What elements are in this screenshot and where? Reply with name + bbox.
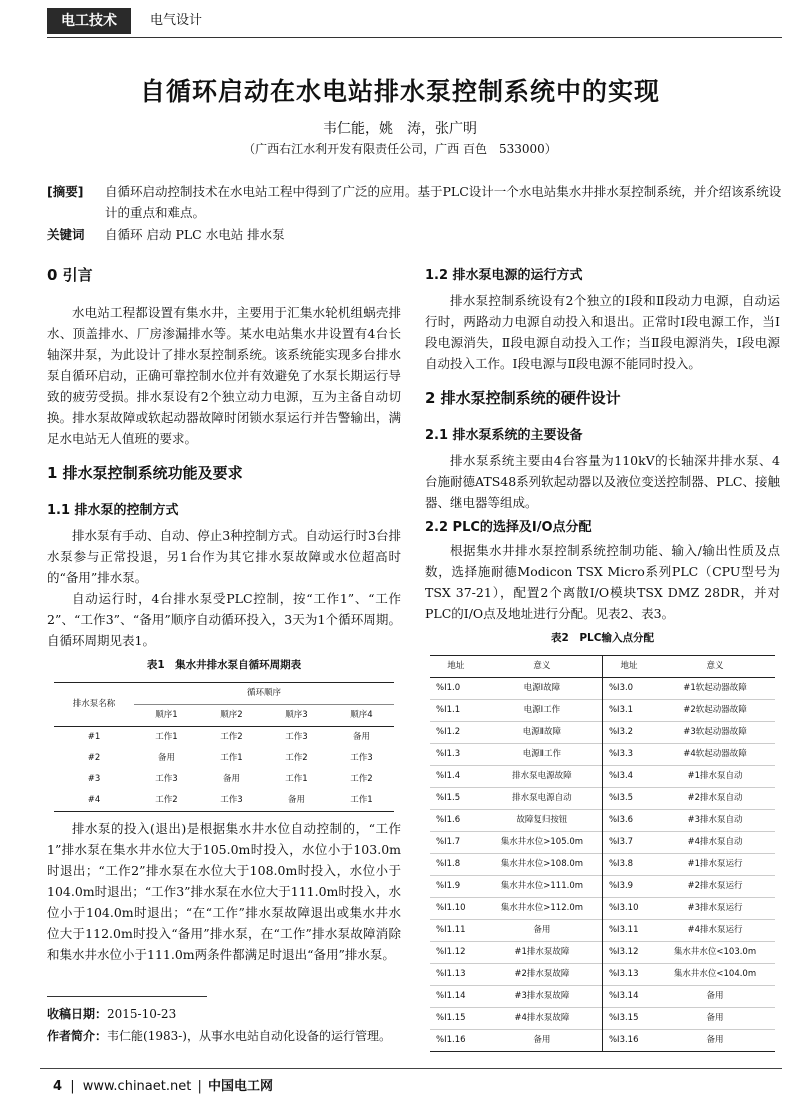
table-cell: #3排水泵自动 [655, 810, 775, 832]
table-cell: %I1.5 [430, 788, 482, 810]
table-cell: %I1.9 [430, 876, 482, 898]
table-row [430, 986, 775, 1008]
table-cell: 电源Ⅱ工作 [482, 744, 603, 766]
paragraph-main-equipment: 排水泵系统主要由4台容量为110kV的长轴深井排水泵、4台施耐德ATS48系列软起动器以及液位变送控制器、PLC、接触器、继电器等组成。 [425, 453, 780, 510]
abstract-label: [摘要] [47, 184, 84, 199]
table-cell: %I3.9 [602, 876, 655, 898]
table-cell: 工作1 [285, 774, 308, 784]
table-row [430, 854, 775, 876]
table-cell: #4排水泵自动 [655, 832, 775, 854]
paper-title: 自循环启动在水电站排水泵控制系统中的实现 [139, 77, 660, 106]
table-cell: %I1.16 [430, 1030, 482, 1052]
abstract-text: 自循环启动控制技术在水电站工程中得到了广泛的应用。基于PLC设计一个水电站集水井排水泵控制系统，并介绍该系统设计的重点和难点。 [105, 184, 782, 220]
table-cell: %I3.16 [602, 1030, 655, 1052]
footer-rule [40, 1068, 782, 1069]
table-cell: 工作3 [220, 795, 243, 805]
paragraph-auto-cycle: 自动运行时，4台排水泵受PLC控制，按“工作1”、“工作2”、“工作3”、“备用”顺序自动循环投入，3天为1个循环周期。自循环周期见表1。 [47, 591, 401, 648]
table-cell: %I3.4 [602, 766, 655, 788]
keywords-label: 关键词 [47, 227, 85, 242]
table-row [430, 920, 775, 942]
table-row [54, 727, 394, 749]
table-row [430, 810, 775, 832]
table-cell: #4排水泵运行 [655, 920, 775, 942]
table-2-header-cell: 意义 [482, 656, 603, 678]
table-cell: #3软起动器故障 [655, 722, 775, 744]
header-rule [47, 37, 782, 38]
table-cell: %I1.15 [430, 1008, 482, 1030]
table-cell: 集水井水位>111.0m [482, 876, 603, 898]
table-cell: %I1.7 [430, 832, 482, 854]
table-cell: 工作2 [155, 795, 178, 805]
received-date [47, 1005, 176, 1022]
footer-brand: 中国电工网 [208, 1079, 274, 1094]
table-cell: 备用 [655, 1008, 775, 1030]
table-cell: %I3.10 [602, 898, 655, 920]
page-number: 4 [53, 1079, 63, 1094]
table-cell: 备用 [157, 753, 175, 763]
table-cell: %I3.5 [602, 788, 655, 810]
table-cell: 集水井水位<103.0m [655, 942, 775, 964]
table-cell: #1排水泵运行 [655, 854, 775, 876]
table-cell: 备用 [655, 1030, 775, 1052]
table-row [430, 898, 775, 920]
table-cell: #4排水泵故障 [482, 1008, 603, 1030]
table-1-header-cell: 顺序3 [264, 705, 329, 727]
section-1-heading: 1 排水泵控制系统功能及要求 [47, 464, 243, 482]
table-cell: 备用 [352, 732, 370, 742]
table-cell: %I1.0 [430, 678, 482, 700]
table-cell: 集水井水位>112.0m [482, 898, 603, 920]
table-1-caption: 表1 集水井排水泵自循环周期表 [146, 659, 302, 671]
table-cell: %I3.13 [602, 964, 655, 986]
table-cell: #2排水泵运行 [655, 876, 775, 898]
table-cell: #2排水泵故障 [482, 964, 603, 986]
table-cell: %I3.2 [602, 722, 655, 744]
table-cell: %I1.12 [430, 942, 482, 964]
subsection-2-1-heading: 2.1 排水泵系统的主要设备 [425, 428, 583, 443]
table-cell: %I3.11 [602, 920, 655, 942]
table-cell: 工作2 [350, 774, 373, 784]
footer-site: www.chinaet.net [82, 1079, 192, 1094]
table-2-caption: 表2 PLC输入点分配 [551, 632, 654, 644]
subsection-2-2-heading: 2.2 PLC的选择及I/O点分配 [425, 520, 592, 535]
table-cell: %I1.4 [430, 766, 482, 788]
table-cell: %I1.13 [430, 964, 482, 986]
table-row [54, 748, 394, 769]
table-cell: 故障复归按钮 [482, 810, 603, 832]
table-1-header-cell: 顺序1 [134, 705, 199, 727]
received-value: 2015-10-23 [107, 1007, 177, 1021]
abstract [47, 181, 782, 223]
table-2-header-cell: 地址 [430, 656, 482, 678]
table-row [430, 744, 775, 766]
table-cell: %I3.0 [602, 678, 655, 700]
bio-value: 韦仁能(1983-)，从事水电站自动化设备的运行管理。 [107, 1029, 391, 1043]
table-row [430, 678, 775, 700]
authors: 韦仁能，姚 涛，张广明 [323, 121, 477, 137]
paragraph-control-modes: 排水泵有手动、自动、停止3种控制方式。自动运行时3台排水泵参与正常投退，另1台作为其它排水泵故障或水位超高时的“备用”排水泵。 [47, 528, 401, 585]
table-cell: #3 [87, 774, 101, 784]
author-bio [47, 1027, 391, 1044]
table-cell: %I1.10 [430, 898, 482, 920]
table-2 [430, 655, 775, 1052]
table-cell: %I3.14 [602, 986, 655, 1008]
table-cell: #4 [87, 795, 101, 805]
keywords [47, 224, 782, 245]
table-cell: #1软起动器故障 [655, 678, 775, 700]
table-cell: 备用 [482, 920, 603, 942]
table-row [430, 700, 775, 722]
subsection-1-1-heading: 1.1 排水泵的控制方式 [47, 503, 179, 518]
table-cell: 工作3 [285, 732, 308, 742]
table-cell: 工作3 [350, 753, 373, 763]
table-row [430, 876, 775, 898]
table-cell: #2 [87, 753, 101, 763]
table-cell: %I3.7 [602, 832, 655, 854]
table-row [430, 788, 775, 810]
table-row [430, 1030, 775, 1052]
table-row [54, 790, 394, 812]
table-1-header-cell: 顺序4 [329, 705, 394, 727]
paragraph-water-levels: 排水泵的投入(退出)是根据集水井水位自动控制的，“工作1”排水泵在集水井水位大于105.0m时投入，水位小于103.0m时退出；“工作2”排水泵在水位大于108.0m时投入，水位小于104.0m时退出；“工作3”排水泵在水位大于111.0m时投入，水位小于104.0m时退出；“在“工作”排水泵故障退出或集水井水位大于112.0m时投入“备用”排水泵，在“工作”排水泵故障消除和集水井水位小于111.0m两条件都满足时退出“备用”排水泵。 [47, 821, 401, 962]
table-cell: 排水泵电源自动 [482, 788, 603, 810]
table-cell: %I3.3 [602, 744, 655, 766]
right-column [425, 265, 780, 1052]
table-cell: 工作2 [220, 732, 243, 742]
table-cell: #3排水泵故障 [482, 986, 603, 1008]
table-cell: 工作1 [220, 753, 243, 763]
table-row [54, 769, 394, 790]
table-cell: %I3.1 [602, 700, 655, 722]
table-cell: %I3.12 [602, 942, 655, 964]
received-label: 收稿日期： [47, 1007, 108, 1021]
affiliation: （广西右江水利开发有限责任公司，广西 百色 533000） [243, 142, 557, 156]
subsection-1-2-heading: 1.2 排水泵电源的运行方式 [425, 268, 583, 283]
table-cell: %I1.14 [430, 986, 482, 1008]
table-cell: 集水井水位>108.0m [482, 854, 603, 876]
table-cell: 电源Ⅰ工作 [482, 700, 603, 722]
table-cell: 工作2 [285, 753, 308, 763]
table-cell: 备用 [482, 1030, 603, 1052]
table-cell: #1排水泵故障 [482, 942, 603, 964]
footnote-rule [47, 996, 207, 997]
table-cell: 集水井水位<104.0m [655, 964, 775, 986]
table-1-group-header: 循环顺序 [134, 683, 394, 705]
table-cell: 工作3 [155, 774, 178, 784]
section-0-paragraph: 水电站工程都设置有集水井，主要用于汇集水轮机组蜗壳排水、顶盖排水、厂房渗漏排水等。某水电站集水井设置有4台长轴深井泵，为此设计了排水泵控制系统。该系统能实现多台排水泵自循环启动，正确可靠控制水位并有效避免了水泵长期运行导致的疲劳受损。排水泵设有2个独立动力电源，互为主备自动切换。排水泵故障或软起动器故障时闭锁水泵运行并告警输出，满足水电站无人值班的要求。 [47, 305, 401, 446]
table-cell: 工作1 [350, 795, 373, 805]
table-cell: %I1.8 [430, 854, 482, 876]
table-cell: %I3.6 [602, 810, 655, 832]
table-1 [54, 682, 394, 812]
table-row [430, 1008, 775, 1030]
table-cell: 备用 [655, 986, 775, 1008]
table-cell: %I1.3 [430, 744, 482, 766]
table-cell: #3排水泵运行 [655, 898, 775, 920]
section-2-heading: 2 排水泵控制系统的硬件设计 [425, 389, 621, 407]
table-2-header-cell: 地址 [602, 656, 655, 678]
table-cell: %I3.15 [602, 1008, 655, 1030]
table-cell: 工作1 [155, 732, 178, 742]
table-cell: 电源Ⅱ故障 [482, 722, 603, 744]
left-column [47, 265, 401, 965]
table-row [430, 964, 775, 986]
section-name: 电气设计 [150, 13, 203, 28]
table-row [430, 942, 775, 964]
table-row [430, 722, 775, 744]
table-cell: #1 [87, 732, 101, 742]
table-cell: #1排水泵自动 [655, 766, 775, 788]
table-1-header-cell: 顺序2 [199, 705, 264, 727]
paragraph-plc-selection: 根据集水井排水泵控制系统控制功能、输入/输出性质及点数，选择施耐德Modicon TSX Micro系列PLC（CPU型号为TSX 37-21），配置2个离散I/O模块TSX DMZ 28DR，并对PLC的I/O点及地址进行分配。见表2、表3。 [425, 543, 780, 621]
table-cell: %I1.1 [430, 700, 482, 722]
bio-label: 作者简介： [47, 1029, 108, 1043]
table-cell: #4软起动器故障 [655, 744, 775, 766]
table-cell: %I1.6 [430, 810, 482, 832]
page-footer: 4 | www.chinaet.net | 中国电工网 [53, 1079, 274, 1094]
table-cell: %I1.11 [430, 920, 482, 942]
table-row [430, 766, 775, 788]
table-row [430, 832, 775, 854]
table-cell: #2排水泵自动 [655, 788, 775, 810]
section-0-heading: 0 引言 [47, 266, 93, 284]
table-2-header-cell: 意义 [655, 656, 775, 678]
table-cell: %I1.2 [430, 722, 482, 744]
paragraph-power-supply: 排水泵控制系统设有2个独立的Ⅰ段和Ⅱ段动力电源，自动运行时，两路动力电源自动投入和退出。正常时Ⅰ段电源工作，当Ⅰ段电源消失，Ⅱ段电源自动投入工作；当Ⅱ段电源消失，Ⅰ段电源自动投入工作。Ⅰ段电源与Ⅱ段电源不能同时投入。 [425, 293, 780, 371]
table-cell: 集水井水位>105.0m [482, 832, 603, 854]
journal-section-tag: 电工技术 [47, 8, 131, 34]
table-cell: #2软起动器故障 [655, 700, 775, 722]
table-cell: 电源Ⅰ故障 [482, 678, 603, 700]
table-cell: 备用 [287, 795, 305, 805]
keywords-text: 自循环 启动 PLC 水电站 排水泵 [105, 227, 285, 242]
table-cell: %I3.8 [602, 854, 655, 876]
table-1-col0-header: 排水泵名称 [54, 683, 134, 727]
table-cell: 备用 [222, 774, 240, 784]
table-cell: 排水泵电源故障 [482, 766, 603, 788]
